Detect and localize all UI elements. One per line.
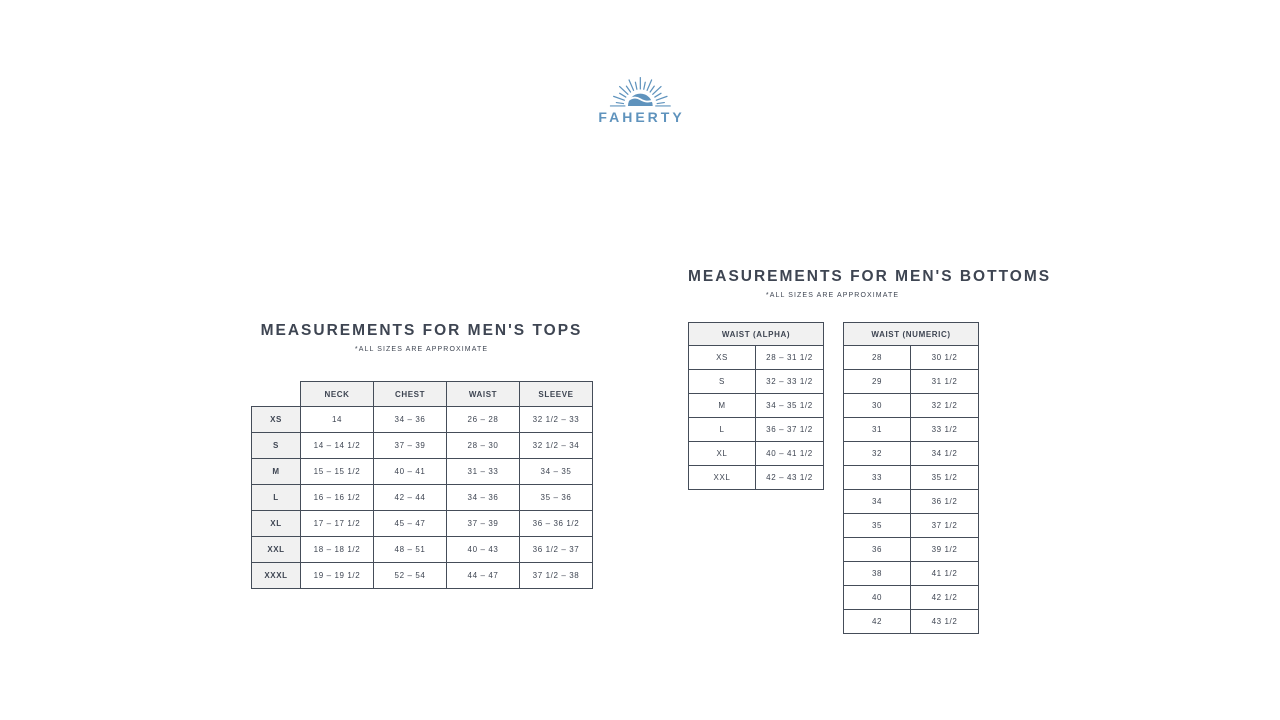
waist-range-cell: 42 – 43 1/2 (756, 466, 824, 490)
waist-cell: 26 – 28 (447, 407, 520, 433)
bottoms-subtitle: *ALL SIZES ARE APPROXIMATE (765, 292, 900, 299)
waist-value-cell: 37 1/2 (911, 514, 979, 538)
sleeve-cell: 32 1/2 – 34 (520, 433, 593, 459)
tops-header-row (252, 382, 593, 407)
blank-corner-cell (252, 382, 301, 407)
table-row (844, 586, 979, 610)
tops-section (251, 322, 592, 589)
tops-table-body (252, 407, 593, 589)
table-row (252, 511, 593, 537)
table-row (844, 610, 979, 634)
waist-range-cell: 28 – 31 1/2 (756, 346, 824, 370)
table-row (252, 537, 593, 563)
neck-cell: 16 – 16 1/2 (301, 485, 374, 511)
size-cell: 33 (844, 466, 911, 490)
column-header-waist: WAIST (447, 382, 520, 407)
waist-value-cell: 31 1/2 (911, 370, 979, 394)
chest-cell: 45 – 47 (374, 511, 447, 537)
waist-range-cell: 34 – 35 1/2 (756, 394, 824, 418)
chest-cell: 40 – 41 (374, 459, 447, 485)
size-cell: S (689, 370, 756, 394)
brand-wordmark: FAHERTY (598, 109, 685, 125)
table-row (689, 370, 824, 394)
size-cell: M (689, 394, 756, 418)
sun-ray-line (650, 86, 654, 92)
neck-cell: 15 – 15 1/2 (301, 459, 374, 485)
sun-ray-line (613, 96, 624, 100)
column-header-neck: NECK (301, 382, 374, 407)
waist-numeric-table (843, 322, 979, 634)
size-cell: XXL (252, 537, 301, 563)
size-cell: XS (252, 407, 301, 433)
sun-wave-logo-icon (600, 74, 680, 108)
waist-value-cell: 32 1/2 (911, 394, 979, 418)
sun-ray-line (629, 80, 634, 90)
waist-value-cell: 42 1/2 (911, 586, 979, 610)
table-row (689, 418, 824, 442)
size-cell: XXL (689, 466, 756, 490)
waist-cell: 40 – 43 (447, 537, 520, 563)
chest-cell: 34 – 36 (374, 407, 447, 433)
table-row (252, 459, 593, 485)
size-cell: XL (252, 511, 301, 537)
bottoms-section (688, 268, 1052, 634)
waist-cell: 44 – 47 (447, 563, 520, 589)
size-cell: 36 (844, 538, 911, 562)
sleeve-cell: 35 – 36 (520, 485, 593, 511)
table-row (689, 346, 824, 370)
tops-subtitle: *ALL SIZES ARE APPROXIMATE (354, 346, 489, 353)
table-row (252, 485, 593, 511)
waist-alpha-header-row (689, 323, 824, 346)
waist-numeric-header: WAIST (NUMERIC) (844, 323, 979, 346)
sun-ray-line (643, 82, 644, 89)
waist-value-cell: 33 1/2 (911, 418, 979, 442)
waist-cell: 37 – 39 (447, 511, 520, 537)
sun-ray-line (626, 86, 630, 92)
size-cell: 34 (844, 490, 911, 514)
table-row (844, 562, 979, 586)
sleeve-cell: 36 1/2 – 37 (520, 537, 593, 563)
tops-size-table (251, 381, 593, 589)
table-row (844, 514, 979, 538)
waist-cell: 31 – 33 (447, 459, 520, 485)
chest-cell: 42 – 44 (374, 485, 447, 511)
waist-cell: 28 – 30 (447, 433, 520, 459)
size-cell: XL (689, 442, 756, 466)
table-row (252, 433, 593, 459)
waist-range-cell: 36 – 37 1/2 (756, 418, 824, 442)
column-header-sleeve: SLEEVE (520, 382, 593, 407)
size-cell: L (689, 418, 756, 442)
sleeve-cell: 37 1/2 – 38 (520, 563, 593, 589)
size-cell: S (252, 433, 301, 459)
size-cell: 31 (844, 418, 911, 442)
tops-title: MEASUREMENTS FOR MEN'S TOPS (260, 322, 583, 339)
table-row (844, 466, 979, 490)
sun-ray-line (652, 87, 660, 95)
sun-ray-line (657, 103, 664, 104)
waist-value-cell: 43 1/2 (911, 610, 979, 634)
bottoms-tables-row (688, 322, 977, 634)
size-cell: L (252, 485, 301, 511)
waist-alpha-header: WAIST (ALPHA) (689, 323, 824, 346)
bottoms-title: MEASUREMENTS FOR MEN'S BOTTOMS (688, 268, 1052, 285)
size-cell: 30 (844, 394, 911, 418)
waist-value-cell: 30 1/2 (911, 346, 979, 370)
sun-ray-line (647, 80, 652, 90)
waist-alpha-table (688, 322, 824, 490)
size-cell: 29 (844, 370, 911, 394)
table-row (844, 538, 979, 562)
table-row (844, 394, 979, 418)
table-row (844, 370, 979, 394)
size-cell: 28 (844, 346, 911, 370)
table-row (252, 563, 593, 589)
table-row (844, 490, 979, 514)
neck-cell: 14 (301, 407, 374, 433)
table-row (689, 394, 824, 418)
neck-cell: 18 – 18 1/2 (301, 537, 374, 563)
size-cell: 32 (844, 442, 911, 466)
sun-ray-line (619, 87, 627, 95)
waist-value-cell: 35 1/2 (911, 466, 979, 490)
size-cell: 38 (844, 562, 911, 586)
size-cell: M (252, 459, 301, 485)
chest-cell: 37 – 39 (374, 433, 447, 459)
neck-cell: 19 – 19 1/2 (301, 563, 374, 589)
size-cell: 35 (844, 514, 911, 538)
size-cell: XS (689, 346, 756, 370)
waist-numeric-header-row (844, 323, 979, 346)
waist-value-cell: 34 1/2 (911, 442, 979, 466)
chest-cell: 52 – 54 (374, 563, 447, 589)
sleeve-cell: 36 – 36 1/2 (520, 511, 593, 537)
sleeve-cell: 32 1/2 – 33 (520, 407, 593, 433)
waist-cell: 34 – 36 (447, 485, 520, 511)
table-row (689, 466, 824, 490)
sleeve-cell: 34 – 35 (520, 459, 593, 485)
table-row (844, 442, 979, 466)
sun-ray-line (619, 93, 625, 97)
sun-ray-line (616, 103, 623, 104)
table-row (844, 418, 979, 442)
alpha-table-body (689, 346, 824, 490)
numeric-table-body (844, 346, 979, 634)
chest-cell: 48 – 51 (374, 537, 447, 563)
table-row (252, 407, 593, 433)
sun-ray-line (635, 82, 636, 89)
brand-logo (595, 74, 684, 125)
waist-value-cell: 41 1/2 (911, 562, 979, 586)
waist-value-cell: 39 1/2 (911, 538, 979, 562)
size-cell: 42 (844, 610, 911, 634)
neck-cell: 14 – 14 1/2 (301, 433, 374, 459)
size-cell: 40 (844, 586, 911, 610)
neck-cell: 17 – 17 1/2 (301, 511, 374, 537)
table-row (844, 346, 979, 370)
waist-range-cell: 40 – 41 1/2 (756, 442, 824, 466)
sun-ray-line (656, 96, 667, 100)
size-cell: XXXL (252, 563, 301, 589)
sun-ray-line (655, 93, 661, 97)
waist-range-cell: 32 – 33 1/2 (756, 370, 824, 394)
table-row (689, 442, 824, 466)
column-header-chest: CHEST (374, 382, 447, 407)
waist-value-cell: 36 1/2 (911, 490, 979, 514)
